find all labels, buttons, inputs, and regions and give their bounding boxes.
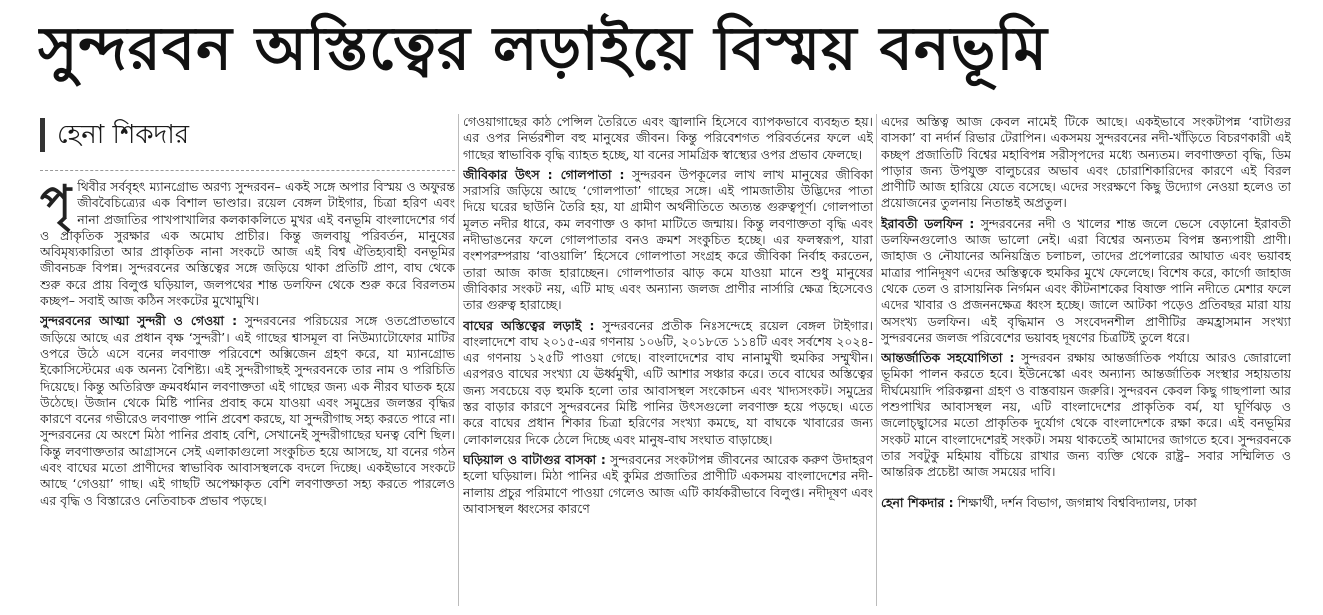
signature-name: হেনা শিকদার : [881,494,954,510]
section-gharial [463,452,873,517]
section-text: সুন্দরবনের সংকটাপন্ন জীবনের আরেক করুণ উদাহরণ হলো ঘড়িয়াল। মিঠা পানির এই কুমির প্রজাতির প্রাণীটি একসময় বাংলাদেশের নদী-নালায় প্রচুর পরিমাণে পাওয়া গেলেও আজ এটি কার্যকরীভাবে বিলুপ্ত। নদীদূষণ এবং আবাসস্থল ধ্বংসের কারণে [463,451,873,516]
subheading: জীবিকার উৎস : গোলপাতা : [463,166,625,182]
article-column-3 [881,114,1291,606]
signature-description: শিক্ষার্থী, দর্শন বিভাগ, জগন্নাথ বিশ্ববিদ্যালয়, ঢাকা [957,494,1197,510]
author-signature [881,495,1291,511]
section-international [881,350,1291,480]
section-text: এদের অস্তিত্ব আজ কেবল নামেই টিকে আছে। একইভাবে সংকটাপন্ন ‘বাটাগুর বাসকা’ বা নর্দার্ন রিভার টেরাপিন। একসময় সুন্দরবনের নদী-খাঁড়িতে বিচরণকারী এই কচ্ছপ প্রজাতিটি বিশ্বের মহাবিপন্ন সরীসৃপদের মধ্যে অন্যতম। লবণাক্ততা বৃদ্ধি, ডিম পাড়ার জন্য উপযুক্ত বালুচরের অভাব এবং চোরাশিকারিদের কারণে এই বিরল প্রাণীটি আজ হারিয়ে যেতে বসেছে। এদের সংরক্ষণে কিছু উদ্যোগ নেওয়া হলেও তা প্রয়োজনের তুলনায় নিতান্তই অপ্রতুল। [881,114,1291,211]
section-text: সুন্দরবনের প্রতীক নিঃসন্দেহে রয়েল বেঙ্গল টাইগার। বাংলাদেশে বাঘ ২০১৫-এর গণনায় ১০৬টি, ২০১৮তে ১১৪টি এবং সর্বশেষ ২০২৪-এর গণনায় ১২৫টি পাওয়া গেছে। বাংলাদেশের বাঘ নানামুখী হুমকির সম্মুখীন। এরপরও বাঘের সংখ্যা যে ঊর্ধ্বমুখী, এটি আশার সঞ্চার করে। তবে বাঘের অস্তিত্বের জন্য সবচেয়ে বড় হুমকি হলো তার আবাসস্থল সংকোচন এবং খাদ্যসংকট। সমুদ্রের স্তর বাড়ার কারণে সুন্দরবনের মিষ্টি পানির উৎসগুলো লবণাক্ত হয়ে পড়ছে। এতে করে বাঘের প্রধান শিকার চিত্রা হরিণের সংখ্যা কমছে, যা বাঘকে খাবারের জন্য লোকালয়ের দিকে ঠেলে দিচ্ছে এবং মানুষ-বাঘ সংঘাত বাড়াচ্ছে। [463,317,873,447]
section-sundari [40,313,455,509]
headline: সুন্দরবন অস্তিত্বের লড়াইয়ে বিস্ময় বনভূমি [38,14,1048,84]
intro-paragraph [40,175,455,309]
section-golpata [463,167,873,314]
section-text: সুন্দরবনের নদী ও খালের শান্ত জলে ভেসে বেড়ানো ইরাবতী ডলফিনগুলোও আজ ভালো নেই। এরা বিশ্বের অন্যতম বিপন্ন স্তন্যপায়ী প্রাণী। জাহাজ ও নৌযানের অনিয়ন্ত্রিত চলাচল, তাদের প্রপেলারের আঘাত এবং ভয়াবহ মাত্রার পানিদূষণ এদের অস্তিত্বকে হুমকির মুখে ফেলেছে। বিশেষ করে, কার্গো জাহাজ থেকে তেল ও রাসায়নিক নির্গমন এবং কীটনাশকের বিষাক্ত পানি নদীতে মেশার ফলে এদের খাবার ও প্রজননক্ষেত্র ধ্বংস হচ্ছে। জালে আটকা পড়েও প্রতিবছর মারা যায় অসংখ্য ডলফিন। এই বৃদ্ধিমান ও সংবেদনশীল প্রাণীটির ক্রমহ্রাসমান সংখ্যা সুন্দরবনের জলজ পরিবেশের ভয়াবহ দূষণের চিত্রটিই তুলে ধরে। [881,215,1291,345]
column-divider [458,114,459,606]
intro-text: থিবীর সর্ববৃহৎ ম্যানগ্রোভ অরণ্য সুন্দরবন– একই সঙ্গে অপার বিস্ময় ও অফুরন্ত জীববৈচিত্র্যের এক বিশাল ভাণ্ডার। রয়েল বেঙ্গল টাইগার, চিত্রা হরিণ এবং নানা প্রজাতির পাখপাখালির কলকাকলিতে মুখর এই বনভূমি বাংলাদেশের গর্ব ও প্রাকৃতিক সুরক্ষার এক অমোঘ প্রাচীর। কিন্তু জলবায়ু পরিবর্তন, মানুষের অবিমৃষ্যকারিতা আর প্রাকৃতিক নানা সংকটে আজ এই বিশ্ব ঐতিহ্যবাহী বনভূমির জীবনচক্র বিপন্ন। সুন্দরবনের অস্তিত্বের সঙ্গে জড়িয়ে থাকা প্রতিটি প্রাণ, বাঘ থেকে শুরু করে প্রায় বিলুপ্ত ঘড়িয়াল, জলপথের শান্ত ডলফিন থেকে শুরু করে বিরলতম কচ্ছপ– সবাই আজ কঠিন সংকটের মুখোমুখি। [40,179,455,309]
subheading: সুন্দরবনের আত্মা সুন্দরী ও গেওয়া : [40,313,238,329]
subheading: আন্তর্জাতিক সহযোগিতা : [881,350,1015,366]
section-dolphin [881,216,1291,346]
subheading: বাঘের অস্তিত্বের লড়াই : [463,317,595,333]
section-text: সুন্দরবনের পরিচয়ের সঙ্গে ওতপ্রোতভাবে জড়িয়ে আছে এর প্রধান বৃক্ষ ‘সুন্দরী’। এই গাছের শ্বাসমূল বা নিউম্যাটোফোর মাটির ওপরে উঠে এসে বনের লবণাক্ত পরিবেশে অক্সিজেন গ্রহণ করে, যা ম্যানগ্রোভ ইকোসিস্টেমের এক অনন্য বৈশিষ্ট্য। এই সুন্দরীগাছই সুন্দরবনকে তার নাম ও পরিচিতি দিয়েছে। কিন্তু অতিরিক্ত ক্রমবর্ধমান লবণাক্ততা এই গাছের জন্য এক নীরব ঘাতক হয়ে উঠেছে। উজান থেকে মিষ্টি পানির প্রবাহ কমে যাওয়া এবং সমুদ্রের জলস্তর বৃদ্ধির কারণে বনের গভীরেও লবণাক্ত পানি প্রবেশ করছে, যা সুন্দরীগাছ সহ্য করতে পারে না। সুন্দরবনের যে অংশে মিঠা পানির প্রবাহ বেশি, সেখানেই সুন্দরীগাছের ঘনত্ব বেশি ছিল। কিন্তু লবণাক্ততার আগ্রাসনে সেই এলাকাগুলো সংকুচিত হয়ে আসছে, যা বনের গঠন এবং বাঘের মতো প্রাণীদের স্বাভাবিক আবাসস্থলকে বদলে দিচ্ছে। একইভাবে সংকটে আছে ‘গেওয়া’ গাছ। এই গাছটি অপেক্ষাকৃত বেশি লবণাক্ততা সহ্য করতে পারলেও এর বৃদ্ধি ও বিস্তারেও নেতিবাচক প্রভাব পড়ছে। [40,313,455,508]
section-text: গেওয়াগাছের কাঠ পেন্সিল তৈরিতে এবং জ্বালানি হিসেবে ব্যাপকভাবে ব্যবহৃত হয়। এর ওপর নির্ভরশীল বহু মানুষের জীবন। কিন্তু পরিবেশগত পরিবর্তনের ফলে এই গাছের স্বাভাবিক বৃদ্ধি ব্যাহত হচ্ছে, যা বনের সামগ্রিক স্বাস্থ্যের ওপর প্রভাব ফেলছে। [463,114,873,162]
byline: হেনা শিকদার [40,118,189,152]
subheading: ইরাবতী ডলফিন : [881,215,975,231]
section-tiger [463,318,873,448]
section-text: সুন্দরবন রক্ষায় আন্তর্জাতিক পর্যায়ে আরও জোরালো ভূমিকা পালন করতে হবে। ইউনেস্কো এবং অন্যান্য আন্তর্জাতিক সংস্থার সহায়তায় দীর্ঘমেয়াদি পরিকল্পনা গ্রহণ ও বাস্তবায়ন জরুরি। সুন্দরবন কেবল কিছু গাছপালা আর পশুপাখির আবাসস্থল নয়, এটি বাংলাদেশের প্রাকৃতিক বর্ম, যা ঘূর্ণিঝড় ও জলোচ্ছ্বাসের মতো প্রাকৃতিক দুর্যোগ থেকে বাংলাদেশকে রক্ষা করে। এই বনভূমির সংকট মানে বাংলাদেশেরই সংকট। সময় থাকতেই আমাদের জাগতে হবে। সুন্দরবনকে তার সবটুকু মহিমায় বাঁচিয়ে রাখার জন্য ব্যক্তি থেকে রাষ্ট্র– সবার সম্মিলিত ও আন্তরিক প্রচেষ্টা আজ সময়ের দাবি। [881,350,1291,480]
column-divider [876,114,877,606]
drop-cap: পৃ [40,175,72,229]
subheading: ঘড়িয়াল ও বাটাগুর বাসকা : [463,451,606,467]
section-text: সুন্দরবন উপকূলের লাখ লাখ মানুষের জীবিকা সরাসরি জড়িয়ে আছে ‘গোলপাতা’ গাছের সঙ্গে। এই পামজাতীয় উদ্ভিদের পাতা দিয়ে ঘরের ছাউনি তৈরি হয়, যা গ্রামীণ অর্থনীতিতে অত্যন্ত গুরুত্বপূর্ণ। গোলপাতা মূলত নদীর ধারে, কম লবণাক্ত ও কাদা মাটিতে জন্মায়। কিন্তু লবণাক্ততা বৃদ্ধি এবং নদীভাঙনের ফলে গোলপাতার বনও ক্রমশ সংকুচিত হচ্ছে। এর ফলস্বরূপ, যারা বংশপরম্পরায় ‘বাওয়ালি’ হিসেবে গোলপাতা সংগ্রহ করে জীবিকা নির্বাহ করতেন, তারা আজ কাজ হারাচ্ছেন। গোলপাতার ঝাড় কমে যাওয়া মানে শুধু মানুষের জীবিকার সংকট নয়, এটি মাছ এবং অন্যান্য জলজ প্রাণীর নার্সারি ক্ষেত্র হিসেবেও তার গুরুত্ব হারাচ্ছে। [463,166,873,313]
article-column-2 [463,114,873,606]
article-column-1 [40,170,455,611]
